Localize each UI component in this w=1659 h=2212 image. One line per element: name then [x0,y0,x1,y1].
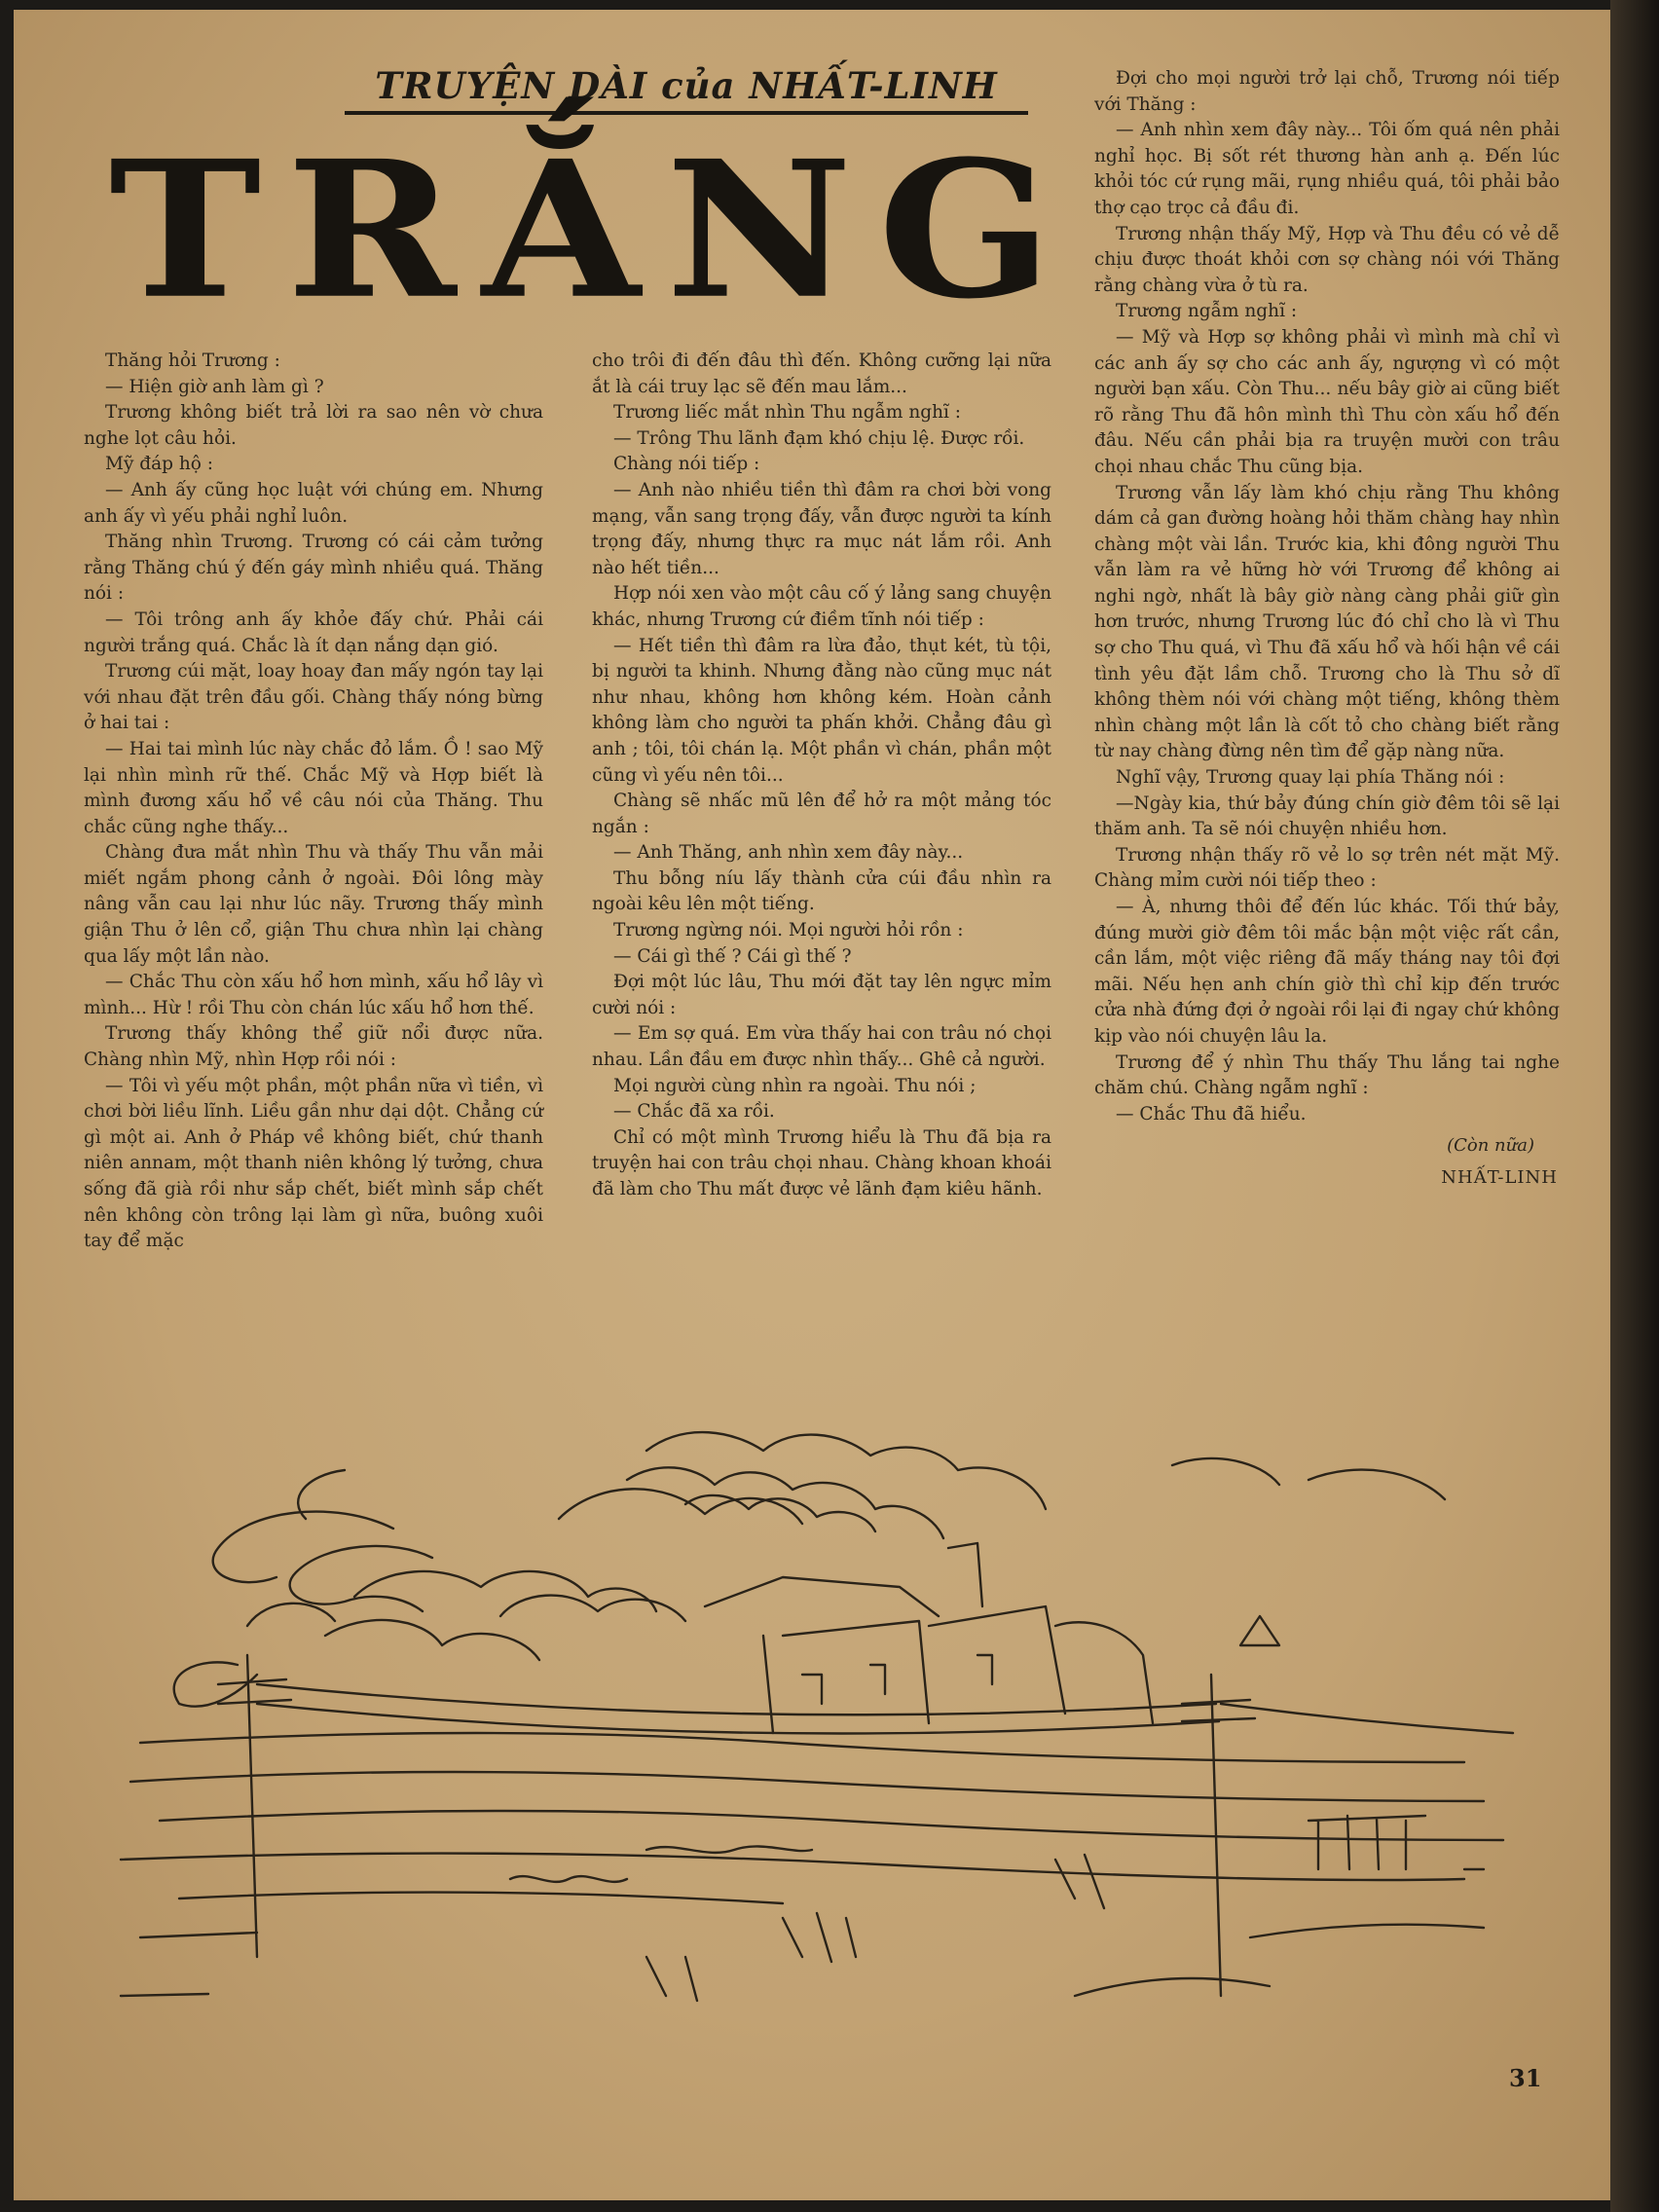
paragraph: — Tôi vì yếu một phần, một phần nữa vì tiền, vì chơi bời liều lĩnh. Liều gần như dại dột. Chẳng cứ gì một ai. Anh ở Pháp về không biết, chứ thanh niên annam, một thanh niên không lý tưởng, chưa sống đã già rồi như sắp chết, biết mình sắp chết nên không còn trông lại làm gì nữa, buông xuôi tay để mặc [84,1075,543,1252]
landscape-sketch-icon [101,1412,1523,2054]
paragraph: Trương liếc mắt nhìn Thu ngẫm nghĩ : [613,402,962,424]
paragraph: cho trôi đi đến đâu thì đến. Không cưỡng lại nữa ắt là cái truy lạc sẽ đến mau lắm... [592,350,1051,397]
paragraph: — Trông Thu lãnh đạm khó chịu lệ. Được rồi. [613,427,1025,449]
paragraph: — Mỹ và Hợp sợ không phải vì mình mà chỉ vì các anh ấy sợ cho các anh ấy, ngượng vì có một người bạn xấu. Còn Thu... nếu bây giờ ai cũng biết rõ rằng Thu đã hôn mình thì Thu còn xấu hổ đến đâu. Nếu cần phải bịa ra truyện mười con trâu chọi nhau chắc Thu cũng bịa. [1094,326,1560,477]
story-title: TRẮNG [109,119,1079,341]
paragraph: Chàng đưa mắt nhìn Thu và thấy Thu vẫn mải miết ngắm phong cảnh ở ngoài. Đôi lông mày nâng vẫn cau lại như lúc nãy. Trương thấy mình giận Thu ở lên cổ, giận Thu chưa nhìn lại chàng qua lấy một lần nào. [84,842,543,967]
paragraph: — Chắc Thu đã hiểu. [1116,1103,1307,1124]
text-column-1 [84,349,543,1255]
paragraph: —Ngày kia, thứ bảy đúng chín giờ đêm tôi sẽ lại thăm anh. Ta sẽ nói chuyện nhiều hơn. [1094,793,1560,840]
paragraph: — Cái gì thế ? Cái gì thế ? [613,945,852,967]
paragraph: — Chắc đã xa rồi. [613,1101,775,1123]
paragraph: Mỹ đáp hộ : [105,454,214,475]
paragraph: — Em sợ quá. Em vừa thấy hai con trâu nó chọi nhau. Lần đầu em được nhìn thấy... Ghê cả người. [592,1023,1051,1071]
paragraph: Chàng nói tiếp : [613,454,760,475]
paragraph: — Anh Thăng, anh nhìn xem đây này... [613,842,964,864]
text-column-2 [592,349,1051,1203]
paragraph: Thu bỗng níu lấy thành cửa cúi đầu nhìn ra ngoài kêu lên một tiếng. [592,867,1051,915]
paragraph: Trương nhận thấy rõ vẻ lo sợ trên nét mặt Mỹ. Chàng mỉm cười nói tiếp theo : [1094,844,1560,892]
paragraph: Chỉ có một mình Trương hiểu là Thu đã bịa ra truyện hai con trâu chọi nhau. Chàng khoan khoái đã làm cho Thu mất được vẻ lãnh đạm kiêu hãnh. [592,1126,1051,1199]
paragraph: Đợi một lúc lâu, Thu mới đặt tay lên ngực mỉm cười nói : [592,972,1051,1018]
page-number: 31 [1509,2064,1542,2092]
paragraph: — À, nhưng thôi để đến lúc khác. Tối thứ bảy, đúng mười giờ đêm tôi mắc bận một việc rất cần, cần lắm, một việc riêng đã mấy tháng nay tôi đợi mãi. Nếu hẹn anh chín giờ thì chỉ kịp đến trước cửa nhà đứng đợi ở ngoài rồi lại đi ngay chứ không kịp vào nói chuyện lâu la. [1094,897,1560,1047]
paragraph: Trương ngẫm nghĩ : [1116,301,1298,322]
text-column-3 [1094,66,1560,1192]
paragraph: Trương thấy không thể giữ nổi được nữa. Chàng nhìn Mỹ, nhìn Hợp rồi nói : [84,1023,543,1071]
paragraph: Thăng nhìn Trương. Trương có cái cảm tưởng rằng Thăng chú ý đến gáy mình nhiều quá. Thăng nói : [84,532,543,605]
paragraph: Hợp nói xen vào một câu cố ý lảng sang chuyện khác, nhưng Trương cứ điềm tĩnh nói tiếp : [592,583,1051,630]
paragraph: Trương không biết trả lời ra sao nên vờ chưa nghe lọt câu hỏi. [84,402,543,449]
paragraph: Trương ngừng nói. Mọi người hỏi rồn : [613,920,964,941]
continued-note: (Còn nữa) [1447,1135,1534,1157]
paragraph: — Tôi trông anh ấy khỏe đấy chứ. Phải cái người trắng quá. Chắc là ít dạn nắng dạn gió. [84,608,543,656]
paragraph: — Anh nào nhiều tiền thì đâm ra chơi bời vong mạng, vẫn sang trọng đấy, vẫn được người ta kính trọng đấy, nhưng thực ra mục nát lắm rồi. Anh nào hết tiền... [592,479,1051,578]
paragraph: Chàng sẽ nhấc mũ lên để hở ra một mảng tóc ngắn : [592,791,1051,837]
paragraph: Trương vẫn lấy làm khó chịu rằng Thu không dám cả gan đường hoàng hỏi thăm chàng hay nhìn chàng một vài lần. Trước kia, khi đông người Thu vẫn làm ra vẻ hững hờ với Trương để không ai nghi ngờ, nhất là bây giờ nàng càng phải giữ gìn hơn trước, nhưng Trương lúc đó chỉ cho là vì Thu sợ cho Thu quá, vì Thu đã xấu hổ và hối hận về cái tình yêu đặt lầm chỗ. Trương cho là Thu sở dĩ không thèm nói với chàng một tiếng, không thèm nhìn chàng một lần là cốt tỏ cho chàng biết rằng từ nay chàng đừng nên tìm để gặp nàng nữa. [1094,482,1560,762]
paragraph: Nghĩ vậy, Trương quay lại phía Thăng nói : [1116,767,1505,789]
paragraph: Trương nhận thấy Mỹ, Hợp và Thu đều có vẻ dễ chịu được thoát khỏi cơn sợ chàng nói với Thăng rằng chàng vừa ở tù ra. [1094,223,1560,296]
paragraph: Trương để ý nhìn Thu thấy Thu lắng tai nghe chăm chú. Chàng ngẫm nghĩ : [1094,1051,1560,1099]
paragraph: — Hiện giờ anh làm gì ? [105,376,324,397]
paragraph: — Hai tai mình lúc này chắc đỏ lắm. Ồ ! sao Mỹ lại nhìn mình rữ thế. Chắc Mỹ và Hợp biết là mình đương xấu hổ về câu nói của Thăng. Thu chắc cũng nghe thấy... [84,738,543,837]
column-3-body [1094,66,1560,1127]
paragraph: — Anh ấy cũng học luật với chúng em. Nhưng anh ấy vì yếu phải nghỉ luôn. [84,479,543,527]
author-signature: NHẤT-LINH [1441,1166,1558,1188]
paragraph: Thăng hỏi Trương : [105,350,280,371]
magazine-page [14,10,1610,2200]
paragraph: Trương cúi mặt, loay hoay đan mấy ngón tay lại với nhau đặt trên đầu gối. Chàng thấy nóng bừng ở hai tai : [84,661,543,734]
paragraph: — Chắc Thu còn xấu hổ hơn mình, xấu hổ lây vì mình... Hừ ! rồi Thu còn chán lúc xấu hổ hơn thế. [84,972,543,1018]
paragraph: Mọi người cùng nhìn ra ngoài. Thu nói ; [613,1075,977,1096]
paragraph: — Anh nhìn xem đây này... Tôi ốm quá nên phải nghỉ học. Bị sốt rét thương hàn anh ạ. Đến lúc khỏi tóc cứ rụng mãi, rụng nhiều quá, tôi phải bảo thợ cạo trọc cả đầu đi. [1094,120,1560,218]
paragraph: — Hết tiền thì đâm ra lừa đảo, thụt két, tù tội, bị người ta khinh. Nhưng đằng nào cũng mục nát như nhau, không hơn không kém. Hoàn cảnh không làm cho người ta phấn khởi. Chẳng đâu gì anh ; tôi, tôi chán lạ. Một phần vì chán, phần một cũng vì yếu nên tôi... [592,635,1051,786]
paragraph: Đợi cho mọi người trở lại chỗ, Trương nói tiếp với Thăng : [1094,68,1560,115]
book-edge [1610,0,1659,2212]
series-header: TRUYỆN DÀI của NHẤT-LINH [345,64,1028,115]
